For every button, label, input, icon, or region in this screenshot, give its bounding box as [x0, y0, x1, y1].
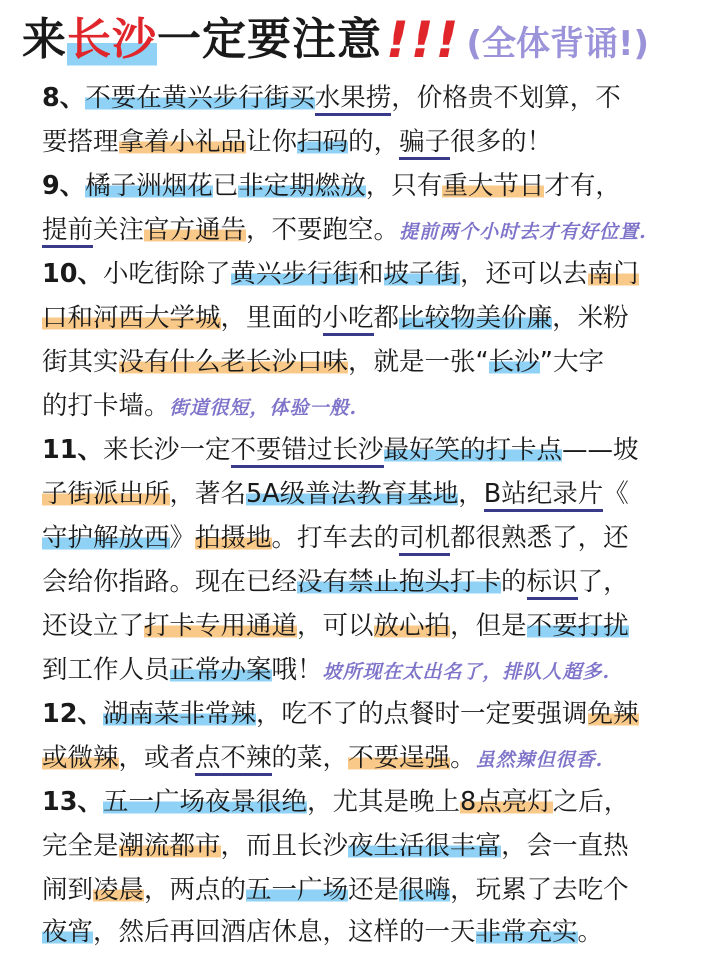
text-line [42, 472, 714, 516]
text-segment: ，著名 [169, 479, 247, 509]
text-line [42, 120, 714, 164]
title-part1: 来 [22, 14, 67, 65]
text-segment: 还设立了 [42, 611, 145, 641]
text-segment: ，可以 [297, 611, 374, 641]
title-part3: 一定要注意 [157, 14, 382, 65]
text-segment: 标识 [527, 567, 578, 600]
text-line [42, 648, 714, 692]
text-segment: 扫码 [297, 127, 349, 157]
text-segment: 了， [577, 567, 629, 597]
text-segment: 不要打扰 [526, 611, 629, 641]
text-line [42, 824, 714, 868]
text-segment: 。 [577, 917, 604, 947]
text-segment: ，然后再回酒店休息，这样的一天 [93, 917, 476, 947]
text-segment: 很嗨 [399, 875, 451, 905]
text-segment: 司机 [399, 523, 450, 556]
text-segment: ”大字 [539, 347, 604, 377]
handwritten-note: 虽然辣但很香. [475, 749, 604, 771]
text-segment: 提前 [42, 215, 93, 248]
title-annotation: (全体背诵!) [466, 23, 650, 64]
text-segment: 黄兴步行街 [230, 259, 359, 289]
text-segment: ，价格贵不划算，不 [391, 83, 621, 113]
text-segment: ，而且长沙 [220, 831, 349, 861]
text-segment: 非常充实 [475, 917, 578, 947]
text-segment: 还是 [348, 875, 400, 905]
text-segment: 最好笑的打卡点 [383, 435, 563, 465]
text-segment: 打卡专用通道 [144, 611, 298, 641]
text-line [42, 868, 714, 912]
text-segment: 关注 [93, 215, 145, 245]
text-segment: ，或者 [118, 743, 196, 773]
text-segment: 街其实 [42, 347, 119, 377]
text-line [42, 692, 714, 736]
text-segment: 五一广场 [246, 875, 349, 905]
text-segment: 非定期燃放 [238, 171, 366, 201]
text-segment: 不要逞强 [348, 743, 451, 773]
text-segment: 南门 [587, 259, 639, 289]
text-segment: 才有， [544, 171, 621, 201]
text-segment: 》 [169, 523, 196, 553]
text-segment: 没有什么老长沙口味 [118, 347, 349, 377]
item-number: 11、 [42, 435, 103, 465]
text-segment: 小吃街除了 [103, 259, 231, 289]
text-line [42, 208, 714, 252]
text-segment: ，但是 [450, 611, 527, 641]
text-segment: 拍摄地 [195, 523, 272, 553]
text-segment: 。打车去的 [271, 523, 400, 553]
text-segment: 或微辣 [42, 743, 119, 773]
text-segment: 让你 [246, 127, 298, 157]
text-segment: 哦！ [271, 655, 323, 685]
text-segment: ，尤其是晚上 [307, 787, 461, 817]
text-segment: 小吃 [323, 303, 374, 336]
text-segment: 不要在黄兴步行街买 [85, 83, 315, 113]
page-title [22, 4, 712, 76]
text-segment: 之后， [552, 787, 630, 817]
handwritten-note: 街道很短，体验一般. [169, 397, 358, 419]
text-segment: ，不要跑空。 [246, 215, 400, 245]
text-segment: 都 [373, 303, 400, 333]
text-segment: 口和河西大学城 [42, 303, 221, 333]
text-segment: 拿着小礼品 [118, 127, 247, 157]
handwritten-note: 坡所现在太出名了，排队人超多. [322, 661, 611, 683]
text-segment: ，吃不了的点餐时一定要强调 [256, 699, 588, 729]
text-segment: 的打卡墙。 [42, 391, 170, 421]
text-segment: 橘子洲烟花 [85, 171, 213, 201]
text-line [42, 780, 714, 824]
text-segment: 守护解放西 [42, 523, 170, 553]
text-segment: ，里面的 [220, 303, 323, 333]
text-segment: 和 [358, 259, 384, 289]
item-number: 9、 [42, 171, 86, 201]
text-segment: 子街派出所 [42, 479, 170, 509]
text-segment: 潮流都市 [118, 831, 221, 861]
text-line [42, 252, 714, 296]
text-segment: 正常办案 [169, 655, 272, 685]
text-line [42, 76, 714, 120]
text-segment: ，还可以去 [460, 259, 588, 289]
text-segment: ，两点的 [144, 875, 247, 905]
text-line [42, 910, 714, 954]
text-segment: 8点亮灯 [460, 787, 553, 817]
text-segment: 闹到 [42, 875, 94, 905]
text-segment: 点不辣 [195, 743, 272, 776]
text-segment: B站纪录片 [484, 479, 604, 512]
text-line [42, 296, 714, 340]
text-segment: 没有禁止抱头打卡 [297, 567, 502, 597]
text-segment: 凌晨 [93, 875, 145, 905]
text-segment: 免辣 [587, 699, 639, 729]
text-segment: ，会一直热 [501, 831, 629, 861]
item-number: 10、 [42, 259, 103, 289]
text-segment: 到工作人员 [42, 655, 170, 685]
text-segment: 官方通告 [144, 215, 247, 245]
text-segment: 5A级普法教育基地 [246, 479, 459, 509]
item-number: 13、 [42, 787, 103, 817]
text-segment: 的， [348, 127, 400, 157]
text-segment: 骗子 [399, 127, 450, 160]
text-segment: 的菜， [271, 743, 349, 773]
text-line [42, 516, 714, 560]
text-segment: 来长沙一定 [103, 435, 231, 465]
text-segment: ， [458, 479, 484, 509]
text-segment: 。 [450, 743, 476, 773]
text-segment: 已 [212, 171, 239, 201]
text-segment: 会给你指路。现在已经 [42, 567, 298, 597]
text-segment: ，玩累了去吃个 [450, 875, 629, 905]
text-segment: ——坡 [562, 435, 639, 465]
text-segment: 水果捞 [315, 83, 392, 116]
text-segment: 都很熟悉了，还 [450, 523, 629, 553]
text-line [42, 340, 714, 384]
text-line [42, 604, 714, 648]
text-segment: 完全是 [42, 831, 119, 861]
text-line [42, 736, 714, 780]
text-line [42, 164, 714, 208]
text-line [42, 384, 714, 428]
text-segment: 坡子街 [383, 259, 461, 289]
handwritten-note: 提前两个小时去才有好位置. [399, 221, 647, 243]
text-segment: 放心拍 [373, 611, 451, 641]
text-segment: ，就是一张“ [348, 347, 489, 377]
text-segment: ，米粉 [552, 303, 629, 333]
text-segment: 要搭理 [42, 127, 119, 157]
text-segment: 湖南菜 [103, 699, 180, 729]
text-segment: 夜生活很丰富 [348, 831, 502, 861]
title-exclamations: !!! [386, 11, 461, 69]
text-line [42, 560, 714, 604]
text-segment: ，只有 [365, 171, 443, 201]
item-number: 8、 [42, 83, 86, 113]
text-segment: 长沙 [488, 347, 540, 377]
title-part2: 长沙 [67, 8, 157, 72]
text-line [42, 428, 714, 472]
text-segment: 的 [501, 567, 527, 597]
text-segment: 五一广场夜景很绝 [103, 787, 308, 817]
text-segment: 《 [603, 479, 629, 509]
text-segment: 比较物美价廉 [399, 303, 553, 333]
text-segment: 重大节日 [442, 171, 545, 201]
item-number: 12、 [42, 699, 103, 729]
text-segment: 不要错过长沙 [231, 435, 384, 468]
text-segment: 很多的！ [450, 127, 553, 157]
text-segment: 夜宵 [42, 917, 94, 947]
text-segment: 非常辣 [179, 699, 257, 729]
